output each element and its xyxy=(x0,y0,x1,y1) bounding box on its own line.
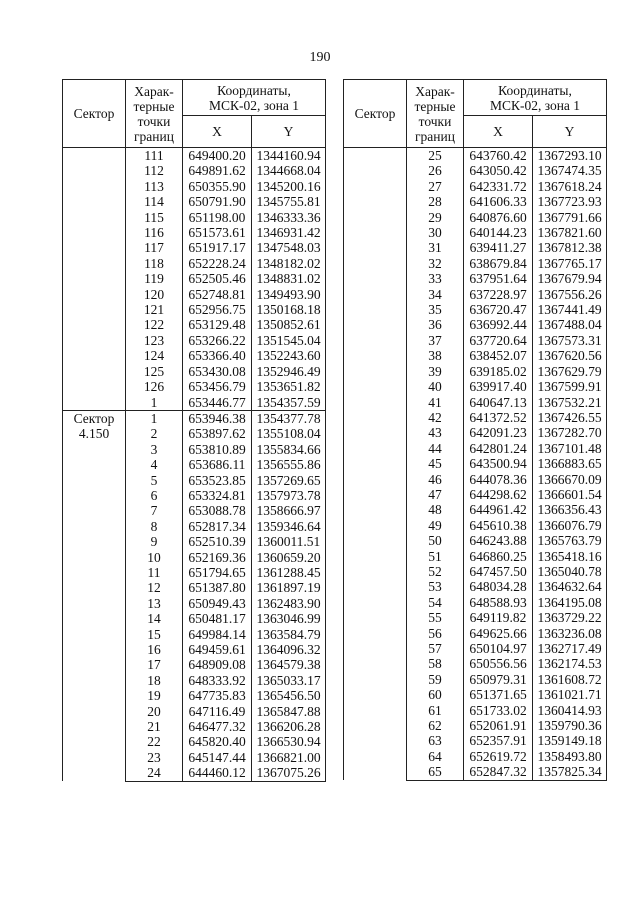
y-cell: 1367474.35 xyxy=(533,163,607,178)
point-cell: 48 xyxy=(407,502,464,517)
point-cell: 25 xyxy=(407,148,464,164)
x-cell: 646243.88 xyxy=(464,533,533,548)
x-cell: 652510.39 xyxy=(183,534,252,549)
y-cell: 1346931.42 xyxy=(252,225,326,240)
y-cell: 1360414.93 xyxy=(533,703,607,718)
y-cell: 1355108.04 xyxy=(252,426,326,441)
point-cell: 122 xyxy=(126,317,183,332)
y-cell: 1345755.81 xyxy=(252,194,326,209)
y-cell: 1361021.71 xyxy=(533,687,607,702)
y-cell: 1366883.65 xyxy=(533,456,607,471)
x-cell: 636720.47 xyxy=(464,302,533,317)
y-cell: 1367679.94 xyxy=(533,271,607,286)
y-cell: 1357973.78 xyxy=(252,488,326,503)
y-cell: 1364579.38 xyxy=(252,657,326,672)
point-cell: 22 xyxy=(126,734,183,749)
y-cell: 1357269.65 xyxy=(252,473,326,488)
point-cell: 32 xyxy=(407,256,464,271)
y-cell: 1367573.31 xyxy=(533,333,607,348)
point-cell: 53 xyxy=(407,579,464,594)
y-cell: 1365847.88 xyxy=(252,704,326,719)
point-cell: 7 xyxy=(126,503,183,518)
point-cell: 24 xyxy=(126,765,183,781)
point-cell: 30 xyxy=(407,225,464,240)
y-cell: 1354377.78 xyxy=(252,410,326,426)
x-cell: 653088.78 xyxy=(183,503,252,518)
point-cell: 14 xyxy=(126,611,183,626)
header-sector: Сектор xyxy=(344,80,407,148)
point-cell: 65 xyxy=(407,764,464,780)
y-cell: 1367620.56 xyxy=(533,348,607,363)
x-cell: 652505.46 xyxy=(183,271,252,286)
y-cell: 1361608.72 xyxy=(533,672,607,687)
point-cell: 28 xyxy=(407,194,464,209)
x-cell: 639185.02 xyxy=(464,364,533,379)
x-cell: 648909.08 xyxy=(183,657,252,672)
x-cell: 652817.34 xyxy=(183,519,252,534)
point-cell: 63 xyxy=(407,733,464,748)
x-cell: 651917.17 xyxy=(183,240,252,255)
point-cell: 10 xyxy=(126,550,183,565)
y-cell: 1366601.54 xyxy=(533,487,607,502)
point-cell: 55 xyxy=(407,610,464,625)
x-cell: 650355.90 xyxy=(183,179,252,194)
x-cell: 639411.27 xyxy=(464,240,533,255)
y-cell: 1367532.21 xyxy=(533,395,607,410)
header-x: X xyxy=(464,116,533,148)
point-cell: 13 xyxy=(126,596,183,611)
y-cell: 1350852.61 xyxy=(252,317,326,332)
point-cell: 126 xyxy=(126,379,183,394)
y-cell: 1365033.17 xyxy=(252,673,326,688)
point-cell: 117 xyxy=(126,240,183,255)
point-cell: 125 xyxy=(126,364,183,379)
y-cell: 1367556.26 xyxy=(533,287,607,302)
x-cell: 645147.44 xyxy=(183,750,252,765)
y-cell: 1367282.70 xyxy=(533,425,607,440)
point-cell: 51 xyxy=(407,549,464,564)
sector-cell: Сектор 4.150 xyxy=(63,410,126,781)
x-cell: 643500.94 xyxy=(464,456,533,471)
x-cell: 643050.42 xyxy=(464,163,533,178)
y-cell: 1362483.90 xyxy=(252,596,326,611)
point-cell: 39 xyxy=(407,364,464,379)
x-cell: 638452.07 xyxy=(464,348,533,363)
x-cell: 637951.64 xyxy=(464,271,533,286)
y-cell: 1363584.79 xyxy=(252,627,326,642)
coordinates-table-left xyxy=(62,79,326,782)
x-cell: 649984.14 xyxy=(183,627,252,642)
point-cell: 45 xyxy=(407,456,464,471)
point-cell: 59 xyxy=(407,672,464,687)
table-row xyxy=(344,148,607,164)
x-cell: 647457.50 xyxy=(464,564,533,579)
y-cell: 1367821.60 xyxy=(533,225,607,240)
x-cell: 650556.56 xyxy=(464,656,533,671)
point-cell: 26 xyxy=(407,163,464,178)
sector-cell xyxy=(344,148,407,781)
point-cell: 1 xyxy=(126,395,183,411)
y-cell: 1351545.04 xyxy=(252,333,326,348)
x-cell: 643760.42 xyxy=(464,148,533,164)
y-cell: 1345200.16 xyxy=(252,179,326,194)
x-cell: 653366.40 xyxy=(183,348,252,363)
y-cell: 1359149.18 xyxy=(533,733,607,748)
x-cell: 653324.81 xyxy=(183,488,252,503)
y-cell: 1360011.51 xyxy=(252,534,326,549)
point-cell: 1 xyxy=(126,410,183,426)
y-cell: 1356555.86 xyxy=(252,457,326,472)
x-cell: 652847.32 xyxy=(464,764,533,780)
y-cell: 1363729.22 xyxy=(533,610,607,625)
point-cell: 115 xyxy=(126,210,183,225)
point-cell: 27 xyxy=(407,179,464,194)
x-cell: 644460.12 xyxy=(183,765,252,781)
x-cell: 642091.23 xyxy=(464,425,533,440)
point-cell: 2 xyxy=(126,426,183,441)
point-cell: 60 xyxy=(407,687,464,702)
y-cell: 1364632.64 xyxy=(533,579,607,594)
x-cell: 648333.92 xyxy=(183,673,252,688)
x-cell: 653946.38 xyxy=(183,410,252,426)
point-cell: 19 xyxy=(126,688,183,703)
x-cell: 650949.43 xyxy=(183,596,252,611)
x-cell: 649891.62 xyxy=(183,163,252,178)
y-cell: 1362174.53 xyxy=(533,656,607,671)
y-cell: 1365418.16 xyxy=(533,549,607,564)
x-cell: 639917.40 xyxy=(464,379,533,394)
x-cell: 650104.97 xyxy=(464,641,533,656)
x-cell: 645610.38 xyxy=(464,518,533,533)
table-row xyxy=(63,148,326,164)
y-cell: 1365456.50 xyxy=(252,688,326,703)
x-cell: 652061.91 xyxy=(464,718,533,733)
x-cell: 653523.85 xyxy=(183,473,252,488)
y-cell: 1367488.04 xyxy=(533,317,607,332)
point-cell: 47 xyxy=(407,487,464,502)
point-cell: 3 xyxy=(126,442,183,457)
x-cell: 645820.40 xyxy=(183,734,252,749)
x-cell: 637228.97 xyxy=(464,287,533,302)
x-cell: 641606.33 xyxy=(464,194,533,209)
point-cell: 16 xyxy=(126,642,183,657)
point-cell: 124 xyxy=(126,348,183,363)
x-cell: 650979.31 xyxy=(464,672,533,687)
point-cell: 11 xyxy=(126,565,183,580)
point-cell: 54 xyxy=(407,595,464,610)
y-cell: 1367441.49 xyxy=(533,302,607,317)
x-cell: 652169.36 xyxy=(183,550,252,565)
point-cell: 112 xyxy=(126,163,183,178)
x-cell: 641372.52 xyxy=(464,410,533,425)
point-cell: 43 xyxy=(407,425,464,440)
x-cell: 640144.23 xyxy=(464,225,533,240)
point-cell: 61 xyxy=(407,703,464,718)
point-cell: 29 xyxy=(407,210,464,225)
y-cell: 1366076.79 xyxy=(533,518,607,533)
point-cell: 46 xyxy=(407,472,464,487)
x-cell: 651387.80 xyxy=(183,580,252,595)
y-cell: 1348831.02 xyxy=(252,271,326,286)
point-cell: 6 xyxy=(126,488,183,503)
header-y: Y xyxy=(533,116,607,148)
point-cell: 111 xyxy=(126,148,183,164)
x-cell: 653266.22 xyxy=(183,333,252,348)
x-cell: 653686.11 xyxy=(183,457,252,472)
point-cell: 34 xyxy=(407,287,464,302)
y-cell: 1365040.78 xyxy=(533,564,607,579)
x-cell: 653430.08 xyxy=(183,364,252,379)
x-cell: 646860.25 xyxy=(464,549,533,564)
x-cell: 651733.02 xyxy=(464,703,533,718)
x-cell: 652956.75 xyxy=(183,302,252,317)
table-row xyxy=(63,410,326,426)
y-cell: 1367599.91 xyxy=(533,379,607,394)
x-cell: 644078.36 xyxy=(464,472,533,487)
y-cell: 1352243.60 xyxy=(252,348,326,363)
x-cell: 649459.61 xyxy=(183,642,252,657)
x-cell: 640647.13 xyxy=(464,395,533,410)
y-cell: 1367293.10 xyxy=(533,148,607,164)
point-cell: 5 xyxy=(126,473,183,488)
x-cell: 651371.65 xyxy=(464,687,533,702)
y-cell: 1348182.02 xyxy=(252,256,326,271)
y-cell: 1362717.49 xyxy=(533,641,607,656)
point-cell: 4 xyxy=(126,457,183,472)
y-cell: 1367101.48 xyxy=(533,441,607,456)
point-cell: 118 xyxy=(126,256,183,271)
y-cell: 1367812.38 xyxy=(533,240,607,255)
x-cell: 636992.44 xyxy=(464,317,533,332)
x-cell: 650791.90 xyxy=(183,194,252,209)
point-cell: 58 xyxy=(407,656,464,671)
x-cell: 652748.81 xyxy=(183,287,252,302)
y-cell: 1367075.26 xyxy=(252,765,326,781)
x-cell: 653456.79 xyxy=(183,379,252,394)
sector-cell xyxy=(63,148,126,411)
x-cell: 648034.28 xyxy=(464,579,533,594)
x-cell: 653446.77 xyxy=(183,395,252,411)
point-cell: 49 xyxy=(407,518,464,533)
point-cell: 35 xyxy=(407,302,464,317)
y-cell: 1347548.03 xyxy=(252,240,326,255)
point-cell: 116 xyxy=(126,225,183,240)
x-cell: 650481.17 xyxy=(183,611,252,626)
x-cell: 644961.42 xyxy=(464,502,533,517)
x-cell: 652619.72 xyxy=(464,749,533,764)
point-cell: 56 xyxy=(407,626,464,641)
x-cell: 649400.20 xyxy=(183,148,252,164)
page-number: 190 xyxy=(309,50,331,65)
y-cell: 1354357.59 xyxy=(252,395,326,411)
point-cell: 52 xyxy=(407,564,464,579)
x-cell: 652228.24 xyxy=(183,256,252,271)
y-cell: 1367723.93 xyxy=(533,194,607,209)
y-cell: 1352946.49 xyxy=(252,364,326,379)
x-cell: 642801.24 xyxy=(464,441,533,456)
y-cell: 1367629.79 xyxy=(533,364,607,379)
point-cell: 121 xyxy=(126,302,183,317)
y-cell: 1367426.55 xyxy=(533,410,607,425)
point-cell: 114 xyxy=(126,194,183,209)
header-sector: Сектор xyxy=(63,80,126,148)
x-cell: 649625.66 xyxy=(464,626,533,641)
y-cell: 1358666.97 xyxy=(252,503,326,518)
header-coordinates: Координаты, МСК-02, зона 1 xyxy=(464,80,607,116)
point-cell: 113 xyxy=(126,179,183,194)
y-cell: 1365763.79 xyxy=(533,533,607,548)
x-cell: 652357.91 xyxy=(464,733,533,748)
point-cell: 38 xyxy=(407,348,464,363)
point-cell: 62 xyxy=(407,718,464,733)
point-cell: 21 xyxy=(126,719,183,734)
y-cell: 1361288.45 xyxy=(252,565,326,580)
point-cell: 42 xyxy=(407,410,464,425)
x-cell: 637720.64 xyxy=(464,333,533,348)
y-cell: 1346333.36 xyxy=(252,210,326,225)
point-cell: 17 xyxy=(126,657,183,672)
point-cell: 31 xyxy=(407,240,464,255)
y-cell: 1364096.32 xyxy=(252,642,326,657)
point-cell: 33 xyxy=(407,271,464,286)
point-cell: 15 xyxy=(126,627,183,642)
point-cell: 9 xyxy=(126,534,183,549)
x-cell: 651794.65 xyxy=(183,565,252,580)
x-cell: 648588.93 xyxy=(464,595,533,610)
x-cell: 647116.49 xyxy=(183,704,252,719)
y-cell: 1360659.20 xyxy=(252,550,326,565)
point-cell: 41 xyxy=(407,395,464,410)
x-cell: 653129.48 xyxy=(183,317,252,332)
x-cell: 642331.72 xyxy=(464,179,533,194)
header-char-points: Харак- терные точки границ xyxy=(126,80,183,148)
point-cell: 8 xyxy=(126,519,183,534)
y-cell: 1359790.36 xyxy=(533,718,607,733)
y-cell: 1363236.08 xyxy=(533,626,607,641)
y-cell: 1359346.64 xyxy=(252,519,326,534)
y-cell: 1364195.08 xyxy=(533,595,607,610)
x-cell: 638679.84 xyxy=(464,256,533,271)
header-x: X xyxy=(183,116,252,148)
header-y: Y xyxy=(252,116,326,148)
x-cell: 644298.62 xyxy=(464,487,533,502)
point-cell: 119 xyxy=(126,271,183,286)
x-cell: 649119.82 xyxy=(464,610,533,625)
y-cell: 1366530.94 xyxy=(252,734,326,749)
y-cell: 1344160.94 xyxy=(252,148,326,164)
x-cell: 651573.61 xyxy=(183,225,252,240)
point-cell: 40 xyxy=(407,379,464,394)
y-cell: 1366670.09 xyxy=(533,472,607,487)
y-cell: 1367791.66 xyxy=(533,210,607,225)
point-cell: 64 xyxy=(407,749,464,764)
y-cell: 1349493.90 xyxy=(252,287,326,302)
y-cell: 1366356.43 xyxy=(533,502,607,517)
header-char-points: Харак- терные точки границ xyxy=(407,80,464,148)
y-cell: 1361897.19 xyxy=(252,580,326,595)
y-cell: 1366206.28 xyxy=(252,719,326,734)
coordinates-table-right xyxy=(343,79,607,781)
point-cell: 44 xyxy=(407,441,464,456)
point-cell: 57 xyxy=(407,641,464,656)
point-cell: 20 xyxy=(126,704,183,719)
x-cell: 651198.00 xyxy=(183,210,252,225)
point-cell: 36 xyxy=(407,317,464,332)
y-cell: 1363046.99 xyxy=(252,611,326,626)
y-cell: 1367765.17 xyxy=(533,256,607,271)
x-cell: 646477.32 xyxy=(183,719,252,734)
point-cell: 18 xyxy=(126,673,183,688)
point-cell: 50 xyxy=(407,533,464,548)
point-cell: 12 xyxy=(126,580,183,595)
y-cell: 1357825.34 xyxy=(533,764,607,780)
x-cell: 653897.62 xyxy=(183,426,252,441)
y-cell: 1350168.18 xyxy=(252,302,326,317)
y-cell: 1344668.04 xyxy=(252,163,326,178)
point-cell: 120 xyxy=(126,287,183,302)
y-cell: 1353651.82 xyxy=(252,379,326,394)
y-cell: 1366821.00 xyxy=(252,750,326,765)
y-cell: 1367618.24 xyxy=(533,179,607,194)
x-cell: 647735.83 xyxy=(183,688,252,703)
header-coordinates: Координаты, МСК-02, зона 1 xyxy=(183,80,326,116)
point-cell: 23 xyxy=(126,750,183,765)
point-cell: 123 xyxy=(126,333,183,348)
point-cell: 37 xyxy=(407,333,464,348)
x-cell: 640876.60 xyxy=(464,210,533,225)
y-cell: 1355834.66 xyxy=(252,442,326,457)
y-cell: 1358493.80 xyxy=(533,749,607,764)
x-cell: 653810.89 xyxy=(183,442,252,457)
